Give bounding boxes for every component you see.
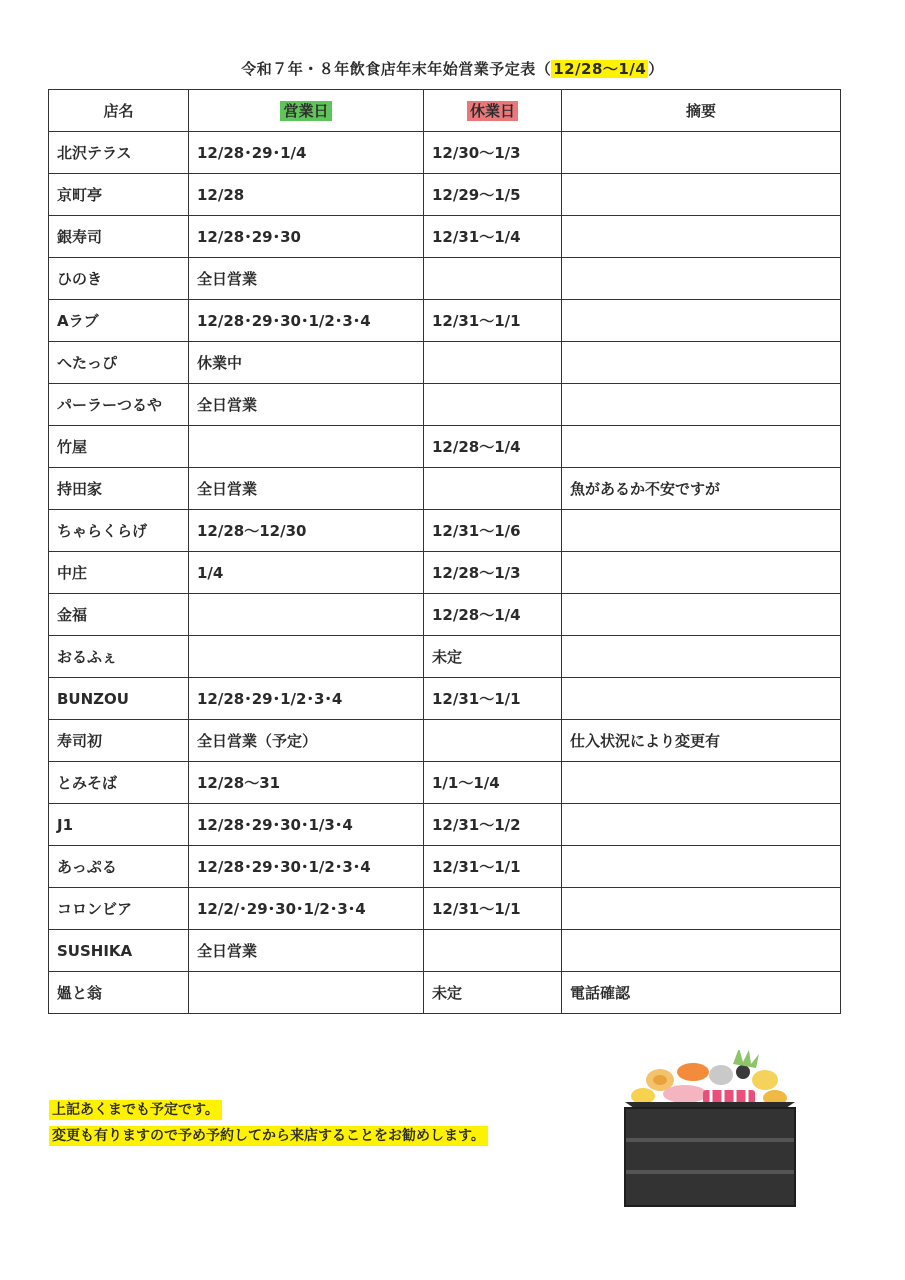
table-header-row [49,90,841,132]
cell-open-days: 全日営業 [189,468,424,510]
cell-open-days: 12/28･29･30 [189,216,424,258]
cell-shop-name: おるふぇ [49,636,189,678]
table-row [49,384,841,426]
cell-closed-days: 未定 [424,636,562,678]
table-row [49,678,841,720]
cell-closed-days: 12/31～1/1 [424,300,562,342]
page-title [0,58,905,79]
cell-remarks: 電話確認 [562,972,841,1014]
note-line [49,1099,488,1119]
cell-closed-days: 12/31～1/4 [424,216,562,258]
table-row [49,552,841,594]
cell-shop-name: コロンビア [49,888,189,930]
table-row [49,174,841,216]
cell-remarks [562,846,841,888]
header-closed-days-label: 休業日 [467,101,518,121]
cell-remarks [562,258,841,300]
cell-open-days: 12/28～12/30 [189,510,424,552]
cell-shop-name: パーラーつるや [49,384,189,426]
table-row [49,510,841,552]
schedule-table [48,89,841,1014]
cell-open-days [189,972,424,1014]
cell-open-days: 12/2/･29･30･1/2･3･4 [189,888,424,930]
cell-remarks [562,300,841,342]
cell-open-days [189,636,424,678]
header-shop-name [49,90,189,132]
cell-open-days: 全日営業 [189,384,424,426]
cell-closed-days [424,384,562,426]
cell-closed-days [424,468,562,510]
cell-remarks [562,552,841,594]
table-row [49,300,841,342]
cell-closed-days: 未定 [424,972,562,1014]
cell-open-days: 休業中 [189,342,424,384]
note-text: 上記あくまでも予定です。 [49,1100,222,1120]
cell-open-days: 12/28･29･1/2･3･4 [189,678,424,720]
cell-open-days: 12/28～31 [189,762,424,804]
table-row [49,636,841,678]
cell-remarks [562,888,841,930]
cell-open-days: 12/28 [189,174,424,216]
notes [49,1099,488,1151]
cell-remarks [562,678,841,720]
cell-closed-days: 12/31～1/1 [424,678,562,720]
cell-closed-days: 12/31～1/1 [424,846,562,888]
cell-shop-name: あっぷる [49,846,189,888]
cell-remarks [562,636,841,678]
cell-open-days: 全日営業（予定） [189,720,424,762]
cell-remarks [562,804,841,846]
cell-shop-name: 寿司初 [49,720,189,762]
cell-closed-days [424,258,562,300]
cell-closed-days: 1/1～1/4 [424,762,562,804]
note-line [49,1125,488,1145]
header-closed-days [424,90,562,132]
table-row [49,594,841,636]
table-row [49,216,841,258]
cell-closed-days [424,720,562,762]
cell-shop-name: ひのき [49,258,189,300]
table-body [49,132,841,1014]
cell-remarks [562,762,841,804]
table-row [49,804,841,846]
cell-shop-name: へたっぴ [49,342,189,384]
header-remarks [562,90,841,132]
cell-shop-name: 京町亭 [49,174,189,216]
cell-closed-days [424,342,562,384]
cell-open-days: 12/28･29･30･1/3･4 [189,804,424,846]
cell-shop-name: Aラブ [49,300,189,342]
table-row [49,342,841,384]
title-date-range: 12/28～1/4 [553,60,647,78]
osechi-box-icon [615,1050,805,1210]
table-row [49,888,841,930]
cell-open-days: 12/28･29･30･1/2･3･4 [189,846,424,888]
cell-shop-name: 竹屋 [49,426,189,468]
cell-shop-name: ちゃらくらげ [49,510,189,552]
cell-closed-days: 12/31～1/2 [424,804,562,846]
cell-shop-name: 北沢テラス [49,132,189,174]
cell-shop-name: SUSHIKA [49,930,189,972]
table-row [49,468,841,510]
cell-remarks [562,930,841,972]
cell-closed-days: 12/30～1/3 [424,132,562,174]
cell-open-days: 12/28･29･1/4 [189,132,424,174]
cell-closed-days: 12/28～1/4 [424,594,562,636]
note-text: 変更も有りますので予め予約してから来店することをお勧めします。 [49,1126,488,1146]
cell-closed-days: 12/29～1/5 [424,174,562,216]
cell-open-days: 全日営業 [189,930,424,972]
table-row [49,132,841,174]
header-remarks-label: 摘要 [685,102,716,120]
cell-remarks: 仕入状況により変更有 [562,720,841,762]
header-open-days-label: 営業日 [280,101,331,121]
cell-shop-name: 持田家 [49,468,189,510]
table-row [49,720,841,762]
cell-remarks [562,132,841,174]
cell-remarks [562,510,841,552]
table-row [49,762,841,804]
cell-shop-name: BUNZOU [49,678,189,720]
cell-shop-name: とみそば [49,762,189,804]
cell-shop-name: J1 [49,804,189,846]
cell-closed-days: 12/31～1/6 [424,510,562,552]
cell-remarks: 魚があるか不安ですが [562,468,841,510]
cell-remarks [562,342,841,384]
header-open-days [189,90,424,132]
cell-closed-days: 12/28～1/3 [424,552,562,594]
table-row [49,846,841,888]
title-close: ） [648,60,664,78]
cell-open-days: 1/4 [189,552,424,594]
table-row [49,426,841,468]
table-row [49,972,841,1014]
table-row [49,930,841,972]
header-shop-name-label: 店名 [103,102,134,120]
cell-shop-name: 媼と翁 [49,972,189,1014]
cell-remarks [562,174,841,216]
cell-shop-name: 金福 [49,594,189,636]
cell-closed-days: 12/28～1/4 [424,426,562,468]
cell-remarks [562,384,841,426]
table-row [49,258,841,300]
cell-shop-name: 中庄 [49,552,189,594]
cell-remarks [562,594,841,636]
cell-open-days [189,594,424,636]
cell-open-days: 12/28･29･30･1/2･3･4 [189,300,424,342]
title-main: 令和７年・８年飲食店年末年始営業予定表（ [241,60,552,78]
cell-open-days: 全日営業 [189,258,424,300]
cell-closed-days: 12/31～1/1 [424,888,562,930]
cell-closed-days [424,930,562,972]
cell-remarks [562,426,841,468]
cell-shop-name: 銀寿司 [49,216,189,258]
cell-open-days [189,426,424,468]
cell-remarks [562,216,841,258]
